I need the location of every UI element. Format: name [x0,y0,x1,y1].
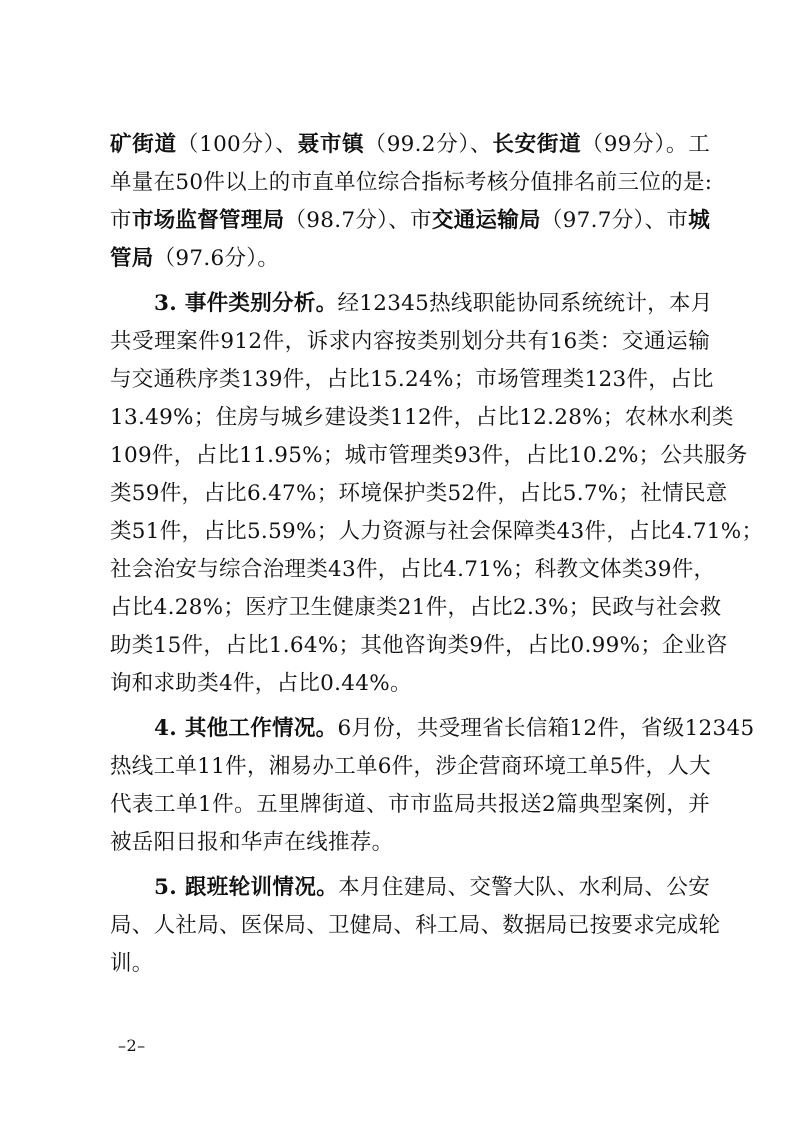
text-run: 类51件，占比5.59%；人力资源与社会保障类43件，占比4.71%； [110,519,764,544]
text-line [110,710,755,748]
text-line [110,824,710,862]
text-line [110,164,713,202]
text-run: （100分）、 [176,132,298,157]
text-run: 代表工单1件。五里牌街道、市市监局共报送2篇典型案例，并 [110,792,710,817]
text-line [110,589,722,627]
text-line [110,627,728,665]
bold-text-run: 聂市镇 [297,132,365,157]
text-run: 经12345热线职能协同系统统计，本月 [337,291,713,316]
page-number: –2– [118,1036,146,1055]
bold-text-run: 4. 其他工作情况。 [154,716,338,741]
text-run: 询和求助类4件，占比0.44%。 [110,671,412,696]
text-line [110,665,710,703]
text-run: 6月份，共受理省长信箱12件，省级12345 [337,716,755,741]
bold-text-run: 3. 事件类别分析。 [154,291,338,316]
text-line [110,323,710,361]
bold-text-run: 城 [688,208,711,233]
text-run: （97.7分）、市 [540,208,689,233]
text-run: （98.7分）、市 [284,208,432,233]
bold-text-run: 矿街道 [110,132,177,157]
text-line [110,437,748,475]
text-line [110,945,710,983]
text-line [110,475,728,513]
bold-text-run: 市场监督管理局 [131,208,285,233]
text-run: 社会治安与综合治理类43件，占比4.71%；科教文体类39件， [110,557,716,582]
text-line [110,240,710,278]
text-line [110,513,764,551]
text-run: 助类15件，占比1.64%；其他咨询类9件，占比0.99%；企业咨 [110,633,728,658]
text-run: 训。 [110,951,154,976]
bold-text-run: 5. 跟班轮训情况。 [154,875,339,900]
text-run: 与交通秩序类139件，占比15.24%；市场管理类123件，占比 [110,367,714,392]
text-line [110,202,710,240]
text-run: 市 [110,208,132,233]
text-run: 本月住建局、交警大队、水利局、公安 [338,875,710,900]
text-line [110,551,716,589]
text-line [110,285,713,323]
bold-text-run: 长安街道 [492,132,582,157]
text-run: 热线工单11件，湘易办工单6件，涉企营商环境工单5件，人大 [110,754,711,779]
text-run: 共受理案件912件，诉求内容按类别划分共有16类：交通运输 [110,329,710,354]
text-line [110,126,710,164]
text-run: 局、人社局、医保局、卫健局、科工局、数据局已按要求完成轮 [110,913,721,938]
text-line [110,361,714,399]
text-run: 占比4.28%；医疗卫生健康类21件，占比2.3%；民政与社会救 [110,595,722,620]
bold-text-run: 管局 [110,246,154,271]
text-run: （99分）。工 [581,132,710,157]
text-run: （97.6分）。 [153,246,280,271]
text-run: （99.2分）、 [364,132,493,157]
bold-text-run: 交通运输局 [431,208,541,233]
text-run: 109件，占比11.95%；城市管理类93件，占比10.2%；公共服务 [110,443,748,468]
text-run: 被岳阳日报和华声在线推荐。 [110,830,394,855]
text-line [110,748,710,786]
text-run: 类59件，占比6.47%；环境保护类52件，占比5.7%；社情民意 [110,481,728,506]
text-run: 13.49%；住房与城乡建设类112件，占比12.28%；农林水利类 [110,405,734,430]
text-line [110,869,710,907]
body-text [110,126,764,983]
text-line [110,907,721,945]
text-run: 单量在50件以上的市直单位综合指标考核分值排名前三位的是: [110,170,713,195]
text-line [110,786,710,824]
text-line [110,399,734,437]
